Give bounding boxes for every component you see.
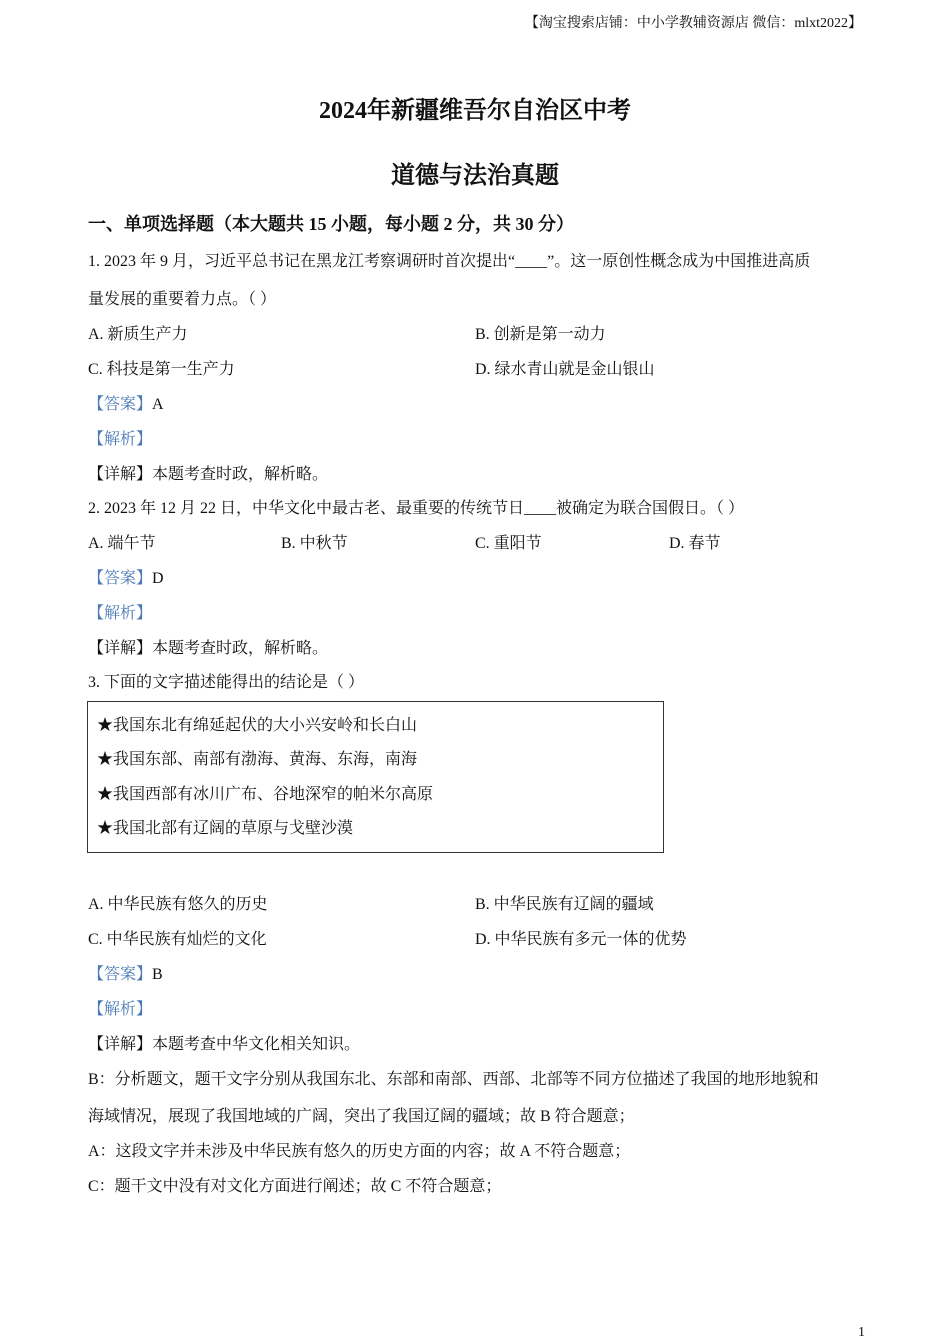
q3-option-c: C. 中华民族有灿烂的文化 [88, 931, 267, 948]
q2-answer [88, 565, 164, 588]
page-subtitle: 道德与法治真题 [391, 163, 559, 189]
answer-value: A [152, 396, 164, 413]
page-number: 1 [858, 1325, 865, 1340]
q2-option-d: D. 春节 [669, 535, 721, 552]
answer-tag: 【答案】 [88, 396, 153, 413]
q1-option-c: C. 科技是第一生产力 [88, 361, 235, 378]
section-heading: 一、单项选择题（本大题共 15 小题，每小题 2 分，共 30 分） [88, 214, 574, 234]
q3-option-a: A. 中华民族有悠久的历史 [88, 896, 268, 913]
q1-detail [88, 461, 328, 484]
q2-analysis-tag: 【解析】 [88, 605, 153, 622]
detail-text: 本题考查时政，解析略。 [152, 466, 329, 483]
q1-option-d: D. 绿水青山就是金山银山 [475, 361, 655, 378]
q1-answer [88, 391, 164, 414]
q3-analysis-tag: 【解析】 [88, 1001, 153, 1018]
q2-detail [88, 635, 328, 658]
detail-tag: 【详解】 [88, 640, 153, 657]
q3-explain-line: B：分析题文，题干文字分别从我国东北、东部和南部、西部、北部等不同方位描述了我国的地形地貌和 [88, 1071, 819, 1088]
q1-stem-line2: 量发展的重要着力点。（ ） [88, 291, 277, 308]
answer-tag: 【答案】 [88, 966, 153, 983]
detail-text: 本题考查中华文化相关知识。 [152, 1036, 361, 1053]
answer-tag: 【答案】 [88, 570, 153, 587]
answer-value: B [152, 966, 163, 983]
q1-stem-line1: 1. 2023 年 9 月，习近平总书记在黑龙江考察调研时首次提出“____”。这一原创性概念成为中国推进高质 [88, 253, 811, 270]
detail-tag: 【详解】 [88, 466, 153, 483]
q1-analysis-tag: 【解析】 [88, 431, 153, 448]
answer-value: D [152, 570, 164, 587]
q3-detail [88, 1031, 360, 1054]
q3-material-line: ★我国西部有冰川广布、谷地深窄的帕米尔高原 [97, 786, 434, 803]
header-note: 【淘宝搜索店铺：中小学教辅资源店 微信：mlxt2022】 [524, 16, 862, 31]
q3-material-line: ★我国东部、南部有渤海、黄海、东海，南海 [97, 751, 418, 768]
detail-tag: 【详解】 [88, 1036, 153, 1053]
q2-option-b: B. 中秋节 [281, 535, 348, 552]
q2-option-c: C. 重阳节 [475, 535, 542, 552]
q3-explain-line: 海域情况，展现了我国地域的广阔，突出了我国辽阔的疆域；故 B 符合题意； [88, 1108, 635, 1125]
detail-text: 本题考查时政，解析略。 [152, 640, 329, 657]
page-title: 2024年新疆维吾尔自治区中考 [319, 98, 631, 124]
q3-option-b: B. 中华民族有辽阔的疆域 [475, 896, 654, 913]
q3-answer [88, 961, 163, 984]
q3-explain-line: A：这段文字并未涉及中华民族有悠久的历史方面的内容；故 A 不符合题意； [88, 1143, 631, 1160]
q2-stem: 2. 2023 年 12 月 22 日，中华文化中最古老、最重要的传统节日____被确定为联合国假日。（ ） [88, 500, 745, 517]
q3-option-d: D. 中华民族有多元一体的优势 [475, 931, 687, 948]
q1-option-a: A. 新质生产力 [88, 326, 188, 343]
q3-stem: 3. 下面的文字描述能得出的结论是（ ） [88, 674, 365, 691]
q3-material-box [87, 701, 664, 853]
q2-option-a: A. 端午节 [88, 535, 156, 552]
q1-option-b: B. 创新是第一动力 [475, 326, 606, 343]
q3-material-line: ★我国北部有辽阔的草原与戈壁沙漠 [97, 820, 354, 837]
q3-material-line: ★我国东北有绵延起伏的大小兴安岭和长白山 [97, 717, 418, 734]
q3-explain-line: C：题干文中没有对文化方面进行阐述；故 C 不符合题意； [88, 1178, 502, 1195]
